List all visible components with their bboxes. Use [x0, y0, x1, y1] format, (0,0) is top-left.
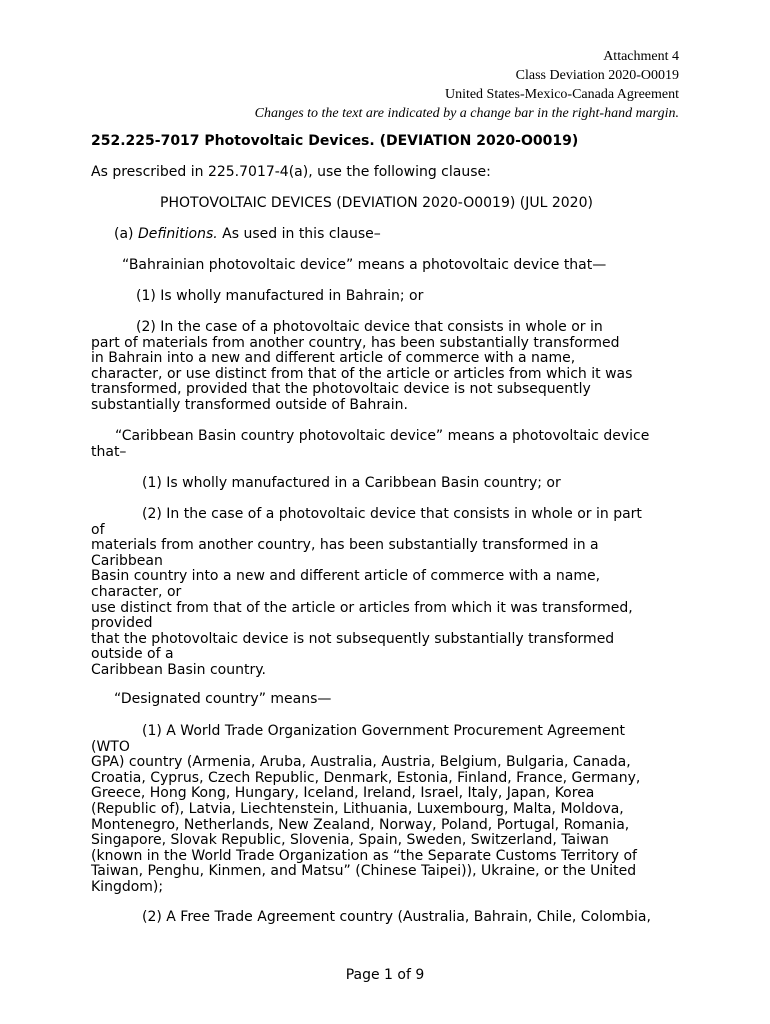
definitions-term: Definitions. [137, 226, 218, 242]
text-line: Taiwan, Penghu, Kinmen, and Matsu” (Chinese Taipei)), Ukraine, or the United [91, 863, 637, 880]
text-line: part of materials from another country, has been substantially transformed [91, 334, 620, 351]
definitions-paragraph [114, 227, 714, 243]
text-line: Greece, Hong Kong, Hungary, Iceland, Ireland, Israel, Italy, Japan, Korea [91, 785, 595, 802]
text-line: that the photovoltaic device is not subsequently substantially transformed [91, 630, 615, 647]
text-line: (2) In the case of a photovoltaic device that consists in whole or in part [142, 506, 642, 522]
bahrainian-item-2 [91, 320, 691, 414]
document-header [255, 47, 679, 123]
bahrainian-definition: “Bahrainian photovoltaic device” means a photovoltaic device that— [122, 257, 607, 273]
text-line: Kingdom); [91, 878, 164, 895]
bahrainian-item-1: (1) Is wholly manufactured in Bahrain; or [136, 288, 424, 304]
text-line: substantially transformed outside of Bahrain. [91, 396, 408, 413]
caribbean-item-2 [91, 507, 691, 679]
header-agreement: United States-Mexico-Canada Agreement [444, 87, 679, 102]
page-number: Page 1 of 9 [345, 967, 425, 983]
text-line: GPA) country (Armenia, Aruba, Australia, Austria, Belgium, Bulgaria, Canada, [91, 754, 631, 771]
text-line: in Bahrain into a new and different article of commerce with a name, [91, 350, 576, 367]
definitions-prefix: (a) [114, 226, 138, 242]
caribbean-item-1: (1) Is wholly manufactured in a Caribbean Basin country; or [142, 475, 561, 491]
header-change-note: Changes to the text are indicated by a change bar in the right-hand margin. [254, 106, 679, 121]
clause-title: PHOTOVOLTAIC DEVICES (DEVIATION 2020-O0019) (JUL 2020) [160, 195, 593, 211]
text-line: materials from another country, has been substantially transformed in a [91, 537, 599, 554]
text-line: (Republic of), Latvia, Liechtenstein, Lithuania, Luxembourg, Malta, Moldova, [91, 800, 624, 817]
text-line: character, or [91, 583, 182, 600]
caribbean-definition [91, 429, 691, 460]
text-line: that– [91, 443, 127, 460]
text-line: Caribbean Basin country. [91, 661, 266, 678]
text-line: (2) In the case of a photovoltaic device that consists in whole or in [136, 319, 603, 335]
text-line: provided [91, 615, 153, 632]
text-line: Basin country into a new and different article of commerce with a name, [91, 568, 601, 585]
text-line: character, or use distinct from that of the article or articles from which it was [91, 365, 633, 382]
text-line: Montenegro, Netherlands, New Zealand, Norway, Poland, Portugal, Romania, [91, 816, 630, 833]
prescribed-text: As prescribed in 225.7017-4(a), use the following clause: [91, 164, 491, 180]
text-line: (known in the World Trade Organization as “the Separate Customs Territory of [91, 847, 637, 864]
text-line: “Caribbean Basin country photovoltaic device” means a photovoltaic device [115, 428, 650, 444]
designated-item-1 [91, 724, 691, 896]
header-attachment: Attachment 4 [603, 49, 679, 64]
text-line: (1) A World Trade Organization Government Procurement Agreement [142, 723, 626, 739]
text-line: Singapore, Slovak Republic, Slovenia, Spain, Sweden, Switzerland, Taiwan [91, 832, 609, 849]
text-line: (WTO [91, 738, 130, 755]
header-class-deviation: Class Deviation 2020-O0019 [515, 68, 679, 83]
section-title: 252.225-7017 Photovoltaic Devices. (DEVIATION 2020-O0019) [91, 133, 579, 149]
designated-item-2: (2) A Free Trade Agreement country (Australia, Bahrain, Chile, Colombia, [142, 909, 651, 925]
text-line: Caribbean [91, 552, 163, 569]
text-line: transformed, provided that the photovoltaic device is not subsequently [91, 381, 591, 398]
text-line: outside of a [91, 646, 174, 663]
designated-definition: “Designated country” means— [114, 691, 332, 707]
definitions-rest: As used in this clause– [217, 226, 381, 242]
text-line: of [91, 521, 105, 538]
text-line: use distinct from that of the article or articles from which it was transformed, [91, 599, 633, 616]
text-line: Croatia, Cyprus, Czech Republic, Denmark, Estonia, Finland, France, Germany, [91, 769, 641, 786]
